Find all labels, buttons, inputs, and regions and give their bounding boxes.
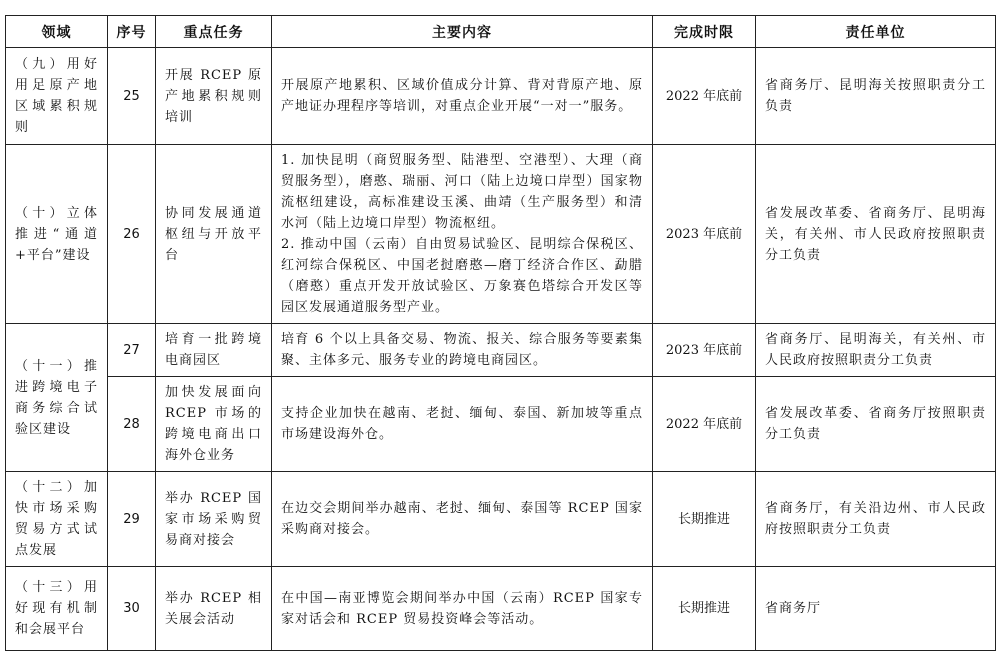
table-row xyxy=(6,377,996,472)
table-row xyxy=(6,324,996,377)
domain-cell: （十二）加快市场采购贸易方式试点发展 xyxy=(6,472,108,567)
row-number: 30 xyxy=(108,567,156,651)
content-cell: 在边交会期间举办越南、老挝、缅甸、泰国等 RCEP 国家采购商对接会。 xyxy=(272,472,653,567)
deadline-cell: 2022 年底前 xyxy=(653,377,756,472)
header-content: 主要内容 xyxy=(272,16,653,48)
content-cell: 培育 6 个以上具备交易、物流、报关、综合服务等要素集聚、主体多元、服务专业的跨境电商园区。 xyxy=(272,324,653,377)
table-row xyxy=(6,48,996,145)
content-cell: 开展原产地累积、区域价值成分计算、背对背原产地、原产地证办理程序等培训，对重点企业开展“一对一”服务。 xyxy=(272,48,653,145)
content-item: 2. 推动中国（云南）自由贸易试验区、昆明综合保税区、红河综合保税区、中国老挝磨憨—磨丁经济合作区、勐腊（磨憨）重点开发开放试验区、万象赛色塔综合开发区等园区发展通道服务型产业。 xyxy=(281,237,643,315)
task-cell: 加快发展面向 RCEP 市场的跨境电商出口海外仓业务 xyxy=(156,377,272,472)
row-number: 25 xyxy=(108,48,156,145)
domain-cell: （十一）推进跨境电子商务综合试验区建设 xyxy=(6,324,108,472)
deadline-cell: 2023 年底前 xyxy=(653,145,756,324)
header-unit: 责任单位 xyxy=(756,16,996,48)
deadline-cell: 长期推进 xyxy=(653,472,756,567)
content-cell xyxy=(272,145,653,324)
deadline-cell: 长期推进 xyxy=(653,567,756,651)
header-deadline: 完成时限 xyxy=(653,16,756,48)
task-table xyxy=(5,15,996,651)
header-task: 重点任务 xyxy=(156,16,272,48)
header-domain: 领域 xyxy=(6,16,108,48)
content-cell: 支持企业加快在越南、老挝、缅甸、泰国、新加坡等重点市场建设海外仓。 xyxy=(272,377,653,472)
unit-cell: 省商务厅、昆明海关，有关州、市人民政府按照职责分工负责 xyxy=(756,324,996,377)
row-number: 27 xyxy=(108,324,156,377)
unit-cell: 省发展改革委、省商务厅按照职责分工负责 xyxy=(756,377,996,472)
task-cell: 培育一批跨境电商园区 xyxy=(156,324,272,377)
unit-cell: 省商务厅 xyxy=(756,567,996,651)
unit-cell: 省发展改革委、省商务厅、昆明海关，有关州、市人民政府按照职责分工负责 xyxy=(756,145,996,324)
domain-cell: （十）立体推进“通道+平台”建设 xyxy=(6,145,108,324)
deadline-cell: 2022 年底前 xyxy=(653,48,756,145)
task-cell: 协同发展通道枢纽与开放平台 xyxy=(156,145,272,324)
content-cell: 在中国—南亚博览会期间举办中国（云南）RCEP 国家专家对话会和 RCEP 贸易投资峰会等活动。 xyxy=(272,567,653,651)
unit-cell: 省商务厅，有关沿边州、市人民政府按照职责分工负责 xyxy=(756,472,996,567)
task-cell: 举办 RCEP 国家市场采购贸易商对接会 xyxy=(156,472,272,567)
table-row xyxy=(6,567,996,651)
header-row xyxy=(6,16,996,48)
table-row xyxy=(6,472,996,567)
row-number: 29 xyxy=(108,472,156,567)
content-item: 1. 加快昆明（商贸服务型、陆港型、空港型）、大理（商贸服务型），磨憨、瑞丽、河口（陆上边境口岸型）国家物流枢纽建设，高标准建设玉溪、曲靖（生产服务型）和清水河（陆上边境口岸型）物流枢纽。 xyxy=(281,153,643,231)
header-number: 序号 xyxy=(108,16,156,48)
unit-cell: 省商务厅、昆明海关按照职责分工负责 xyxy=(756,48,996,145)
table-row xyxy=(6,145,996,324)
domain-cell: （十三）用好现有机制和会展平台 xyxy=(6,567,108,651)
domain-cell: （九）用好用足原产地区域累积规则 xyxy=(6,48,108,145)
row-number: 28 xyxy=(108,377,156,472)
row-number: 26 xyxy=(108,145,156,324)
task-cell: 举办 RCEP 相关展会活动 xyxy=(156,567,272,651)
task-cell: 开展 RCEP 原产地累积规则培训 xyxy=(156,48,272,145)
deadline-cell: 2023 年底前 xyxy=(653,324,756,377)
